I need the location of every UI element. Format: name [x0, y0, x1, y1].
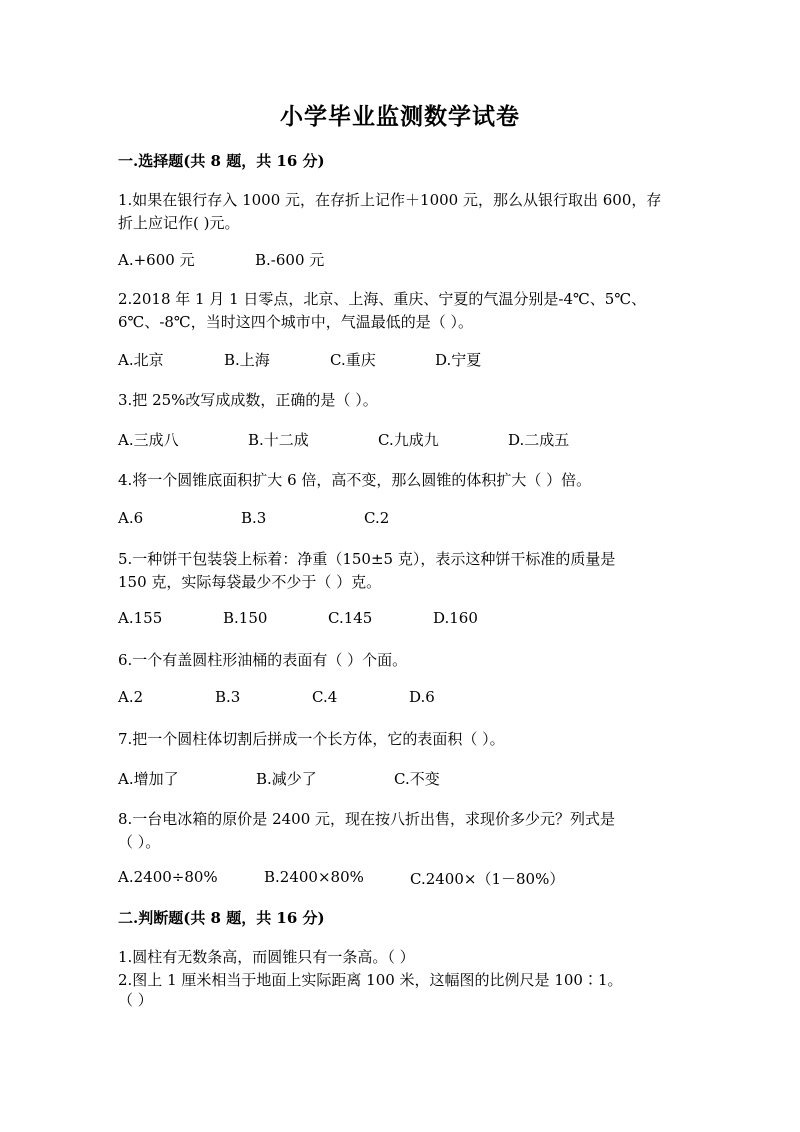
question-8-options [118, 868, 718, 888]
question-2-line-1: 2.2018 年 1 月 1 日零点，北京、上海、重庆、宁夏的气温分别是-4℃、5℃、 [118, 290, 647, 308]
section-heading-choice: 一.选择题(共 8 题，共 16 分) [118, 152, 325, 170]
question-2-options [118, 349, 718, 369]
option-b: B.150 [223, 609, 268, 627]
option-b: B.减少了 [256, 770, 317, 788]
question-5-line-2: 150 克，实际每袋最少不少于（ ）克。 [118, 573, 382, 591]
question-3-options [118, 429, 718, 449]
option-d: D.二成五 [508, 431, 570, 449]
option-b: B.-600 元 [255, 251, 325, 269]
question-7-line-1: 7.把一个圆柱体切割后拼成一个长方体，它的表面积（ ）。 [118, 730, 505, 748]
question-6-options [118, 688, 718, 708]
option-d: D.宁夏 [435, 351, 482, 369]
question-1-line-2: 折上应记作( )元。 [118, 214, 240, 232]
option-c: C.重庆 [330, 351, 376, 369]
option-a: A.2400÷80% [118, 868, 218, 886]
option-a: A.三成八 [118, 431, 179, 449]
option-a: A.增加了 [118, 770, 179, 788]
question-1-line-1: 1.如果在银行存入 1000 元，在存折上记作＋1000 元，那么从银行取出 600，存 [118, 191, 662, 209]
option-b: B.3 [215, 688, 241, 706]
option-d: D.160 [433, 609, 478, 627]
option-b: B.2400×80% [264, 868, 364, 886]
option-b: B.十二成 [248, 431, 309, 449]
option-a: A.北京 [118, 351, 164, 369]
question-5-line-1: 5.一种饼干包装袋上标着：净重（150±5 克），表示这种饼干标准的质量是 [118, 550, 616, 568]
option-c: C.九成九 [378, 431, 439, 449]
option-c: C.2400×（1－80%） [410, 870, 565, 888]
option-a: A.6 [118, 509, 144, 527]
question-3-line-1: 3.把 25%改写成成数，正确的是（ ）。 [118, 391, 378, 409]
option-a: A.2 [118, 688, 144, 706]
option-b: B.3 [241, 509, 267, 527]
option-c: C.4 [312, 688, 338, 706]
option-c: C.145 [328, 609, 373, 627]
option-c: C.不变 [394, 770, 440, 788]
question-2-line-2: 6℃、-8℃，当时这四个城市中，气温最低的是（ ）。 [118, 313, 473, 331]
option-a: A.+600 元 [118, 251, 195, 269]
page-title: 小学毕业监测数学试卷 [280, 103, 520, 130]
question-8-line-1: 8.一台电冰箱的原价是 2400 元，现在按八折出售，求现价多少元？列式是 [118, 810, 616, 828]
question-6-line-1: 6.一个有盖圆柱形油桶的表面有（ ）个面。 [118, 651, 408, 669]
question-5-options [118, 609, 718, 629]
option-c: C.2 [364, 509, 390, 527]
question-4-options [118, 509, 718, 529]
judgment-2-line-2: （ ） [118, 991, 153, 1009]
option-d: D.6 [409, 688, 435, 706]
question-8-line-2: （ ）。 [118, 833, 161, 851]
section-heading-judgment: 二.判断题(共 8 题，共 16 分) [118, 909, 325, 927]
option-b: B.上海 [224, 351, 270, 369]
judgment-1-line-1: 1.圆柱有无数条高，而圆锥只有一条高。（ ） [118, 948, 415, 966]
question-7-options [118, 768, 718, 788]
judgment-2-line-1: 2.图上 1 厘米相当于地面上实际距离 100 米，这幅图的比例尺是 100∶1。 [118, 971, 623, 989]
question-4-line-1: 4.将一个圆锥底面积扩大 6 倍，高不变，那么圆锥的体积扩大（ ）倍。 [118, 471, 592, 489]
option-a: A.155 [118, 609, 163, 627]
question-1-options [118, 249, 718, 269]
